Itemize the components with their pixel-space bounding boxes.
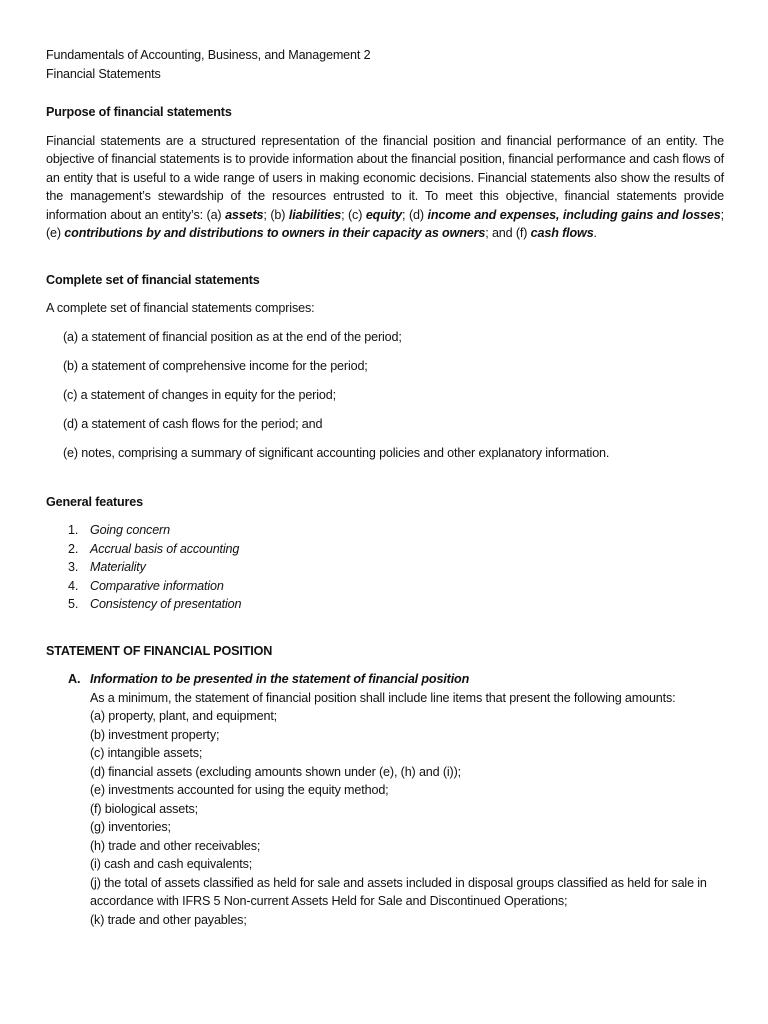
purpose-sep: ; and (f) bbox=[485, 226, 531, 240]
general-features-list bbox=[46, 521, 724, 614]
course-title: Fundamentals of Accounting, Business, and Management 2 bbox=[46, 48, 371, 62]
item-text: Comparative information bbox=[90, 578, 224, 593]
list-item: (i) cash and cash equivalents; bbox=[90, 857, 253, 871]
purpose-paragraph bbox=[46, 132, 724, 243]
section-label: A. bbox=[68, 672, 81, 686]
list-item bbox=[68, 577, 724, 596]
purpose-sep: ; (b) bbox=[263, 207, 289, 222]
list-item: (d) a statement of cash flows for the period; and bbox=[63, 416, 323, 431]
term-liabilities: liabilities bbox=[288, 207, 342, 222]
item-number: 1. bbox=[68, 523, 79, 537]
complete-set-list bbox=[46, 328, 724, 463]
section-title-text: Information to be presented in the statement of financial position bbox=[90, 672, 470, 686]
list-item: (f) biological assets; bbox=[90, 801, 198, 816]
purpose-sep: ; (c) bbox=[341, 207, 366, 222]
purpose-sep: ; (d) bbox=[402, 207, 428, 222]
list-item: (a) a statement of financial position as at the end of the period; bbox=[63, 329, 402, 344]
term-cash-flows: cash flows bbox=[530, 226, 594, 240]
item-number: 4. bbox=[68, 578, 79, 593]
list-item bbox=[68, 521, 724, 540]
item-text: Consistency of presentation bbox=[90, 597, 242, 611]
item-number: 5. bbox=[68, 597, 79, 611]
item-number: 3. bbox=[68, 560, 79, 574]
complete-set-intro: A complete set of financial statements comprises: bbox=[46, 301, 315, 315]
topic-title: Financial Statements bbox=[46, 66, 161, 81]
list-item: (d) financial assets (excluding amounts shown under (e), (h) and (i)); bbox=[90, 764, 461, 779]
complete-set-heading: Complete set of financial statements bbox=[46, 272, 260, 287]
list-item bbox=[68, 540, 724, 559]
item-text: Going concern bbox=[90, 523, 170, 537]
item-text: Materiality bbox=[90, 560, 146, 574]
purpose-sep: ; (e) bbox=[46, 207, 724, 240]
general-features-heading: General features bbox=[46, 494, 143, 509]
list-item: (g) inventories; bbox=[90, 820, 171, 834]
item-text: Accrual basis of accounting bbox=[90, 541, 240, 556]
list-item: (k) trade and other payables; bbox=[90, 912, 247, 927]
list-item: (b) a statement of comprehensive income for the period; bbox=[63, 358, 368, 373]
list-item bbox=[68, 558, 724, 577]
list-item: (h) trade and other receivables; bbox=[90, 838, 261, 853]
list-item: (e) notes, comprising a summary of significant accounting policies and other explanatory information. bbox=[63, 445, 610, 460]
section-a-intro: As a minimum, the statement of financial position shall include line items that present the following amounts: bbox=[90, 690, 676, 705]
list-item: (b) investment property; bbox=[90, 727, 220, 742]
section-a-body bbox=[90, 689, 724, 930]
item-number: 2. bbox=[68, 541, 79, 556]
term-assets: assets bbox=[225, 207, 264, 222]
list-item: (c) intangible assets; bbox=[90, 746, 203, 760]
term-income-expenses: income and expenses, including gains and losses bbox=[427, 207, 721, 222]
list-item: (a) property, plant, and equipment; bbox=[90, 709, 278, 723]
sfp-section-a bbox=[46, 670, 724, 929]
term-equity: equity bbox=[365, 207, 403, 222]
sfp-heading: STATEMENT OF FINANCIAL POSITION bbox=[46, 643, 273, 658]
purpose-heading: Purpose of financial statements bbox=[46, 105, 232, 119]
purpose-sep: . bbox=[593, 226, 597, 240]
list-item: (j) the total of assets classified as held for sale and assets included in disposal groups classified as held for sale in accordance with IFRS 5 Non-current Assets Held for Sale and Discontinued Operations; bbox=[90, 875, 707, 908]
section-a-title bbox=[68, 670, 724, 689]
term-contributions: contributions by and distributions to owners in their capacity as owners bbox=[64, 226, 486, 240]
list-item: (e) investments accounted for using the equity method; bbox=[90, 783, 389, 797]
list-item: (c) a statement of changes in equity for the period; bbox=[63, 387, 336, 402]
list-item bbox=[68, 595, 724, 614]
purpose-text: Financial statements are a structured representation of the financial position and financial performance of an entity. The objective of financial statements is to provide information about the financial position, financial performance and cash flows of an entity that is useful to a wide range of users in making economic decisions. Financial statements also show the results of the management’s stewardship of the resources entrusted to it. To meet this objective, financial statements provide information about an entity’s: (a) bbox=[46, 133, 724, 222]
